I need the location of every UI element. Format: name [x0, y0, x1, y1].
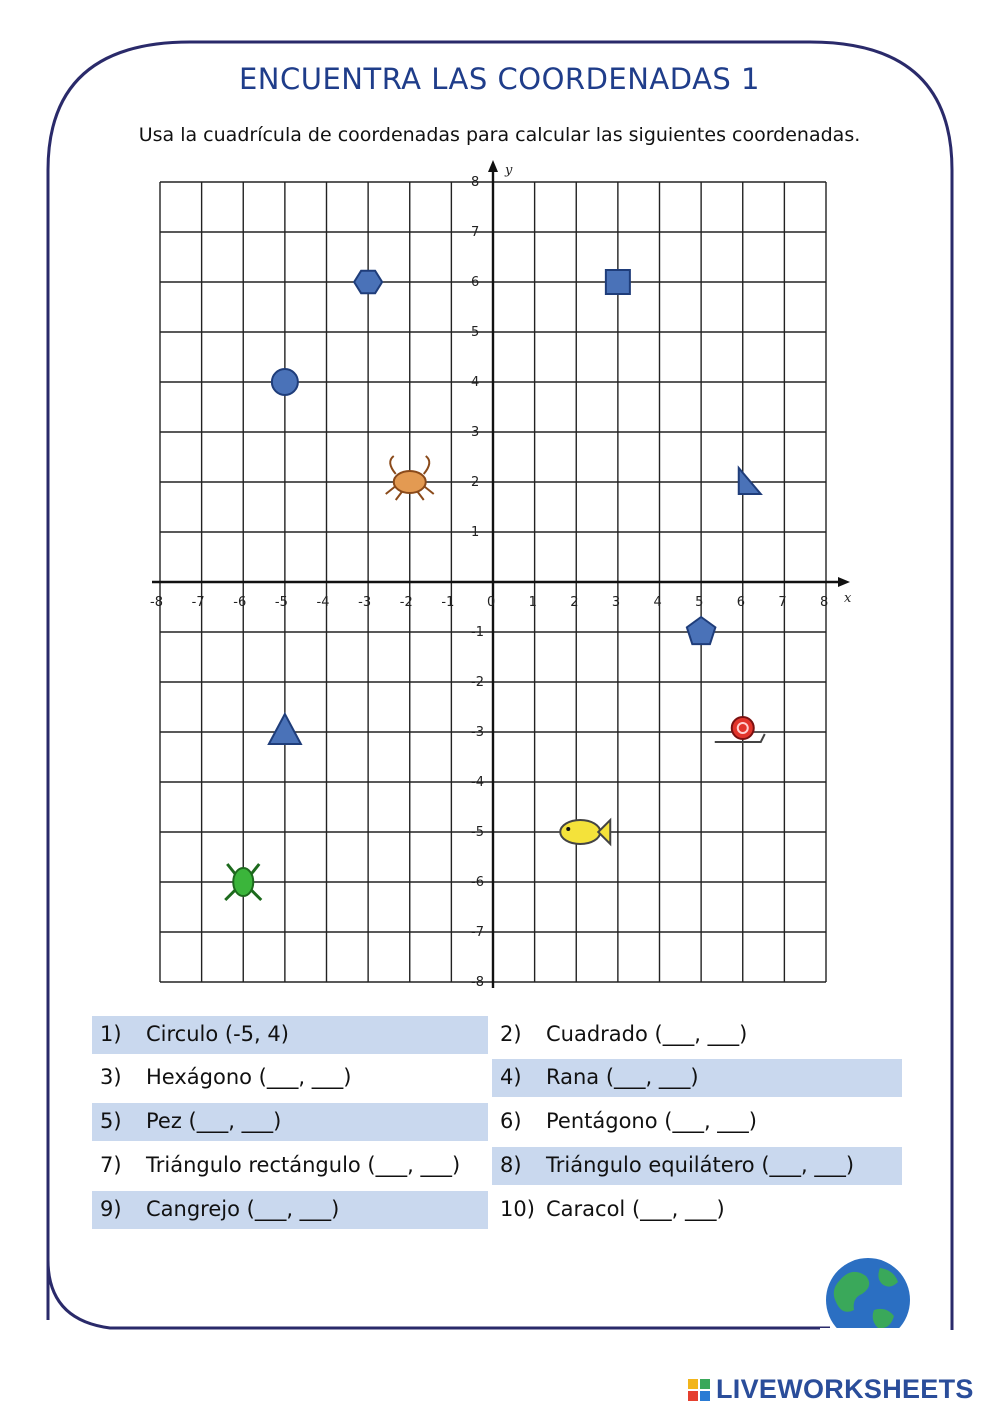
x-tick-label: -3	[358, 595, 372, 610]
question-text[interactable]: Triángulo equilátero (___, ___)	[546, 1153, 855, 1177]
question-text[interactable]: Pentágono (___, ___)	[546, 1109, 757, 1133]
question-item	[92, 1147, 488, 1185]
question-text[interactable]: Rana (___, ___)	[546, 1065, 699, 1089]
y-tick-label: 7	[471, 225, 480, 240]
x-tick-label: -2	[399, 595, 413, 610]
x-tick-label: -8	[150, 595, 163, 610]
x-tick-label: 6	[736, 595, 746, 610]
question-number: 7)	[100, 1153, 122, 1177]
circle-point	[272, 369, 298, 395]
question-text[interactable]: Circulo (-5, 4)	[146, 1022, 289, 1046]
y-tick-label: 2	[471, 475, 480, 490]
y-axis-arrow	[488, 160, 498, 172]
question-text[interactable]: Cuadrado (___, ___)	[546, 1022, 748, 1046]
question-text[interactable]: Cangrejo (___, ___)	[146, 1197, 340, 1221]
fish-eye	[566, 827, 570, 831]
y-tick-label: 5	[471, 325, 480, 340]
x-tick-label: 3	[611, 595, 621, 610]
y-tick-label: 4	[471, 375, 480, 390]
x-tick-label: -5	[274, 595, 288, 610]
page-title: ENCUENTRA LAS COORDENADAS 1	[238, 62, 760, 96]
question-number: 3)	[100, 1065, 122, 1089]
logo-mark-icon	[688, 1379, 710, 1401]
pentagon-point	[687, 617, 716, 644]
question-item	[92, 1016, 488, 1054]
x-tick-label: 8	[820, 595, 829, 610]
question-item	[492, 1059, 902, 1097]
question-number: 5)	[100, 1109, 122, 1133]
y-tick-label: -7	[471, 925, 484, 940]
y-tick-label: -1	[471, 625, 484, 640]
x-tick-label: 7	[778, 595, 787, 610]
square-point	[606, 270, 630, 294]
question-number: 10)	[500, 1197, 535, 1221]
x-tick-label: 2	[570, 595, 579, 610]
question-item	[492, 1191, 902, 1229]
x-tick-label: -7	[191, 595, 205, 610]
equilateral-triangle-point	[269, 714, 301, 744]
question-text[interactable]: Caracol (___, ___)	[546, 1197, 725, 1221]
fish-tail	[598, 820, 610, 844]
y-tick-label: -3	[471, 725, 484, 740]
y-tick-label: 1	[471, 525, 480, 540]
question-number: 1)	[100, 1022, 122, 1046]
y-tick-label: -8	[471, 975, 484, 990]
x-tick-label: 5	[695, 595, 704, 610]
question-number: 2)	[500, 1022, 522, 1046]
question-item	[92, 1103, 488, 1141]
y-tick-label: 6	[471, 275, 480, 290]
question-item	[92, 1059, 488, 1097]
x-tick-label: 1	[528, 595, 537, 610]
question-text[interactable]: Pez (___, ___)	[146, 1109, 282, 1133]
question-number: 6)	[500, 1109, 522, 1133]
y-tick-label: -5	[471, 825, 484, 840]
y-tick-label: 3	[471, 425, 480, 440]
y-tick-label: 8	[471, 175, 480, 190]
y-axis-label: y	[505, 163, 513, 178]
instructions: Usa la cuadrícula de coordenadas para calcular las siguientes coordenadas.	[138, 124, 861, 146]
question-item	[492, 1103, 902, 1141]
crab-body	[394, 471, 426, 493]
question-number: 8)	[500, 1153, 522, 1177]
question-item	[492, 1147, 902, 1185]
logo-text: LIVEWORKSHEETS	[716, 1374, 974, 1404]
question-number: 4)	[500, 1065, 522, 1089]
question-item	[92, 1191, 488, 1229]
x-axis-arrow	[838, 577, 850, 587]
fish-body	[560, 820, 600, 844]
y-tick-label: -4	[471, 775, 484, 790]
question-text[interactable]: Triángulo rectángulo (___, ___)	[146, 1153, 461, 1177]
y-tick-label: -2	[471, 675, 484, 690]
question-item	[492, 1016, 902, 1054]
frog-body	[233, 868, 253, 896]
question-text[interactable]: Hexágono (___, ___)	[146, 1065, 352, 1089]
x-axis-label: x	[844, 591, 852, 606]
hexagon-point	[354, 271, 382, 294]
x-tick-label: -4	[316, 595, 330, 610]
x-tick-label: 0	[487, 595, 496, 610]
x-tick-label: 4	[653, 595, 662, 610]
snail-shell	[732, 717, 754, 739]
question-number: 9)	[100, 1197, 122, 1221]
x-tick-label: -6	[233, 595, 247, 610]
right-triangle-point	[739, 468, 761, 494]
x-tick-label: -1	[441, 595, 455, 610]
y-tick-label: -6	[471, 875, 484, 890]
